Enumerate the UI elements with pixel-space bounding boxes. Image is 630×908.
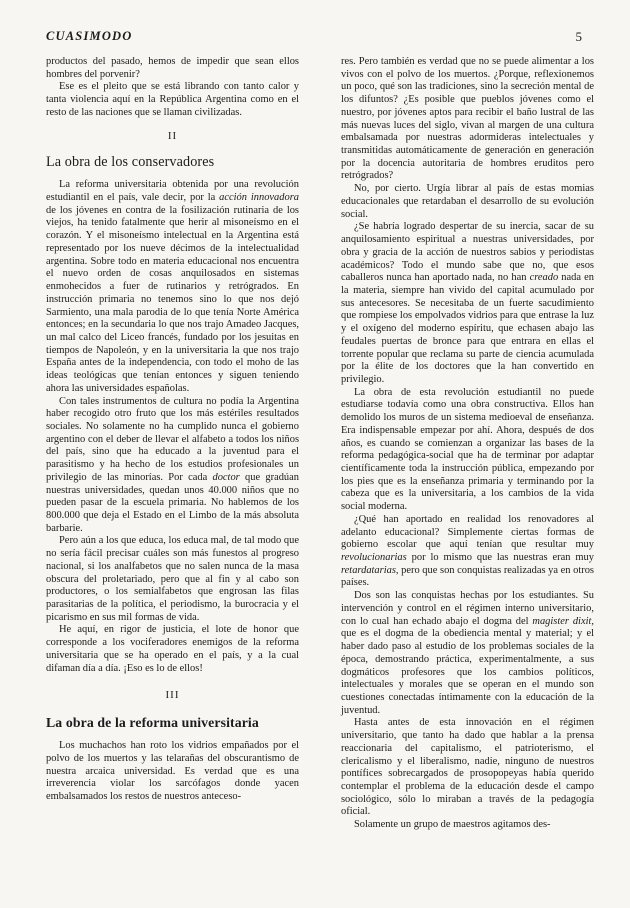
paragraph: No, por cierto. Urgía librar al país de estas momias educacionales que retardaban el desarrollo de su evolución social. [341,183,594,220]
page-number: 5 [575,29,582,44]
section-heading: La obra de la reforma universitaria [46,715,259,731]
paragraph: Los muchachos han roto los vidrios empañados por el polvo de los muertos y las telarañas del obscurantismo de nuestra arcaica universidad. Es verdad que es una irreverencia violar los sarcófagos donde yacen embalsamados los restos de nuestros anteceso- [46,740,299,802]
paragraph: Ese es el pleito que se está librando con tanto calor y tanta violencia aquí en la República Argentina como en el resto de las naciones que se llaman civilizadas. [46,81,299,118]
emphasis: retardatarias [341,564,396,576]
emphasis: magister dixit [532,615,592,627]
paragraph: productos del pasado, hemos de impedir que sean ellos hombres del porvenir? [46,56,299,80]
paragraph: La reforma universitaria obtenida por una revolución estudiantil en el país, vale decir, por la acción innovadora de los jóvenes en contra de la fosilización rutinaria de los viejos, ha tenido fatalmente que herir al misoneísmo en el corazón. Y el misoneísmo intelectual en la Argentina está representado por los nueve décimos de la intelectualidad argentina. Sobre todo en materia educacional nos encuentra el nuevo orden de cosas anquilosados en sistemas enmohecidos a fuer de rutinarios y retrógrados. En instrucción primaria no tenemos sino lo que nos dejó Sarmiento, una mala parodia de lo que tenía Norte América entonces; en la secundaria lo que nos trajo Amadeo Jacques, un mal calco del Liceo francés, fundado por los jesuitas en tiempos de Napoleón, y en la universitaria la que nos trajo España antes de la independencia, con todo el moho de las ideas teológicas que tenían entonces y siguen teniendo ahora las universidades españolas. [46,179,299,394]
emphasis: acción innovadora [219,192,299,204]
left-column [46,56,299,804]
journal-title: CUASIMODO [46,29,133,43]
paragraph: ¿Qué han aportado en realidad los renovadores al adelanto educacional? Simplemente ciertas formas de gobierno escolar que aquí tenían que resultar muy revolucionarias por lo mismo que las nuestras eran muy retardatarias, pero que son conquistas realizadas ya en otros países. [341,513,594,589]
paragraph: res. Pero también es verdad que no se puede alimentar a los vivos con el polvo de los muertos. ¿Porque, reflexionemos un poco, qué son las tradiciones, sino la secreción mental de los difuntos? ¿Es posible que pueblos jóvenes como el nuestro, por jóvenes aptos para recibir el baño lustral de las más nuevas luces del siglo, vivan al margen de una cultura embalsamada por nuestras adormideras intelectuales y transmitidas automáticamente de generación en generación por la docencia autoritaria de hombres eruditos pero retrógrados? [341,56,594,182]
right-column [341,56,594,832]
emphasis: revolucionarias [341,552,407,564]
paragraph: Con tales instrumentos de cultura no podía la Argentina haber recogido otro fruto que los más estériles resultados sociales. No solamente no ha cumplido nunca el gobierno argentino con el deber de llevar el alfabeto a todos los niños del país, sino que ha educado a la juventud para el parasitismo y ha hecho de los estudios profesionales un privilegio de las minorías. Por cada doctor que gradúan nuestras universidades, quedan unos 40.000 niños que no pueden pasar de la escuela primaria. No hablemos de los 800.000 que deja el Estado en el Limbo de la más absoluta barbarie. [46,395,300,534]
section-numeral: II [167,129,178,142]
paragraph: He aquí, en rigor de justicia, el lote de honor que corresponde a los vociferadores enemigos de la reforma universitaria que se ha operado en el país, y a la cual difaman día a día. ¡Eso es lo de ellos! [46,624,299,674]
paragraph: La obra de esta revolución estudiantil no puede estudiarse todavía como una obra constructiva. Ellos han demolido los muros de un sistema medioeval de enseñanza. Era indispensable empezar por ahí. Ahora, después de dos años, es cuando se comienzan a organizar las bases de la reforma pedagógica-social que ha de terminar por adaptar científicamente toda la instrucción pública, empezando por los pies que es la enseñanza primaria y terminando por la cabeza que es la universitaria, a los cambios de la vida social moderna. [341,386,594,513]
paragraph: Solamente un grupo de maestros agitamos des- [354,819,551,831]
section-numeral: III [165,689,180,702]
paragraph: Dos son las conquistas hechas por los estudiantes. Su intervención y control en el régimen interno universitario, con lo cual han echado abajo el dogma del magister dixit, que es el dogma de la obediencia mental y material; y el haber dado paso al estudio de los problemas sociales de la época, demostrando práctica, experimentalmente, a sus dogmáticos profesores que los cambios políticos, intelectuales y morales que se operan en el mundo son cuestiones conectadas íntimamente con la educación de la juventud. [341,590,594,716]
emphasis: creado [529,272,559,284]
running-header [46,29,590,45]
paragraph: Pero aún a los que educa, los educa mal, de tal modo que no sería fácil precisar cuáles son más funestos al progreso nacional, si los analfabetos que no salen nunca de la masa obscura del proletariado, pero que al fin y al cabo son productores, o los semialfabetos que engrosan las filas parasitarias de la política, el periodismo, la burocracia y el picarismo en sus mil formas de vida. [46,535,299,623]
paragraph: ¿Se habría logrado despertar de su inercia, sacar de su anquilosamiento espiritual a nuestras universidades, por obra y gracia de la acción de nuestros sabios y periodistas académicos? Todo el mundo sabe que no, que esos caballeros nunca han aportado nada, no han creado nada en la materia, siempre han vivido del capital acumulado por sus antecesores. Se necesitaba de un fuerte sacudimiento que rompiese los empolvados vidrios para que entrase la luz y el oxígeno del moderno espíritu, que echasen abajo las feudales puertas de bronce para que entrara en ellas el torrente popular que reclama su parte de ciencia acumulada por la élite de los doctores que la han convertido en privilegio. [341,221,594,385]
paragraph: Hasta antes de esta innovación en el régimen universitario, que tanto ha dado que hablar a la prensa reaccionaria del capitalismo, el patrioterismo, el clericalismo y el liberalismo, nadie, ninguno de nuestros pontífices sobrecargados de prosopopeyas había querido contemplar el problema de la educación desde el campo sociológico, sólo lo miraban a través de la pedagogía oficial. [341,717,594,818]
emphasis: doctor [212,471,240,483]
section-heading: La obra de los conservadores [46,154,215,171]
